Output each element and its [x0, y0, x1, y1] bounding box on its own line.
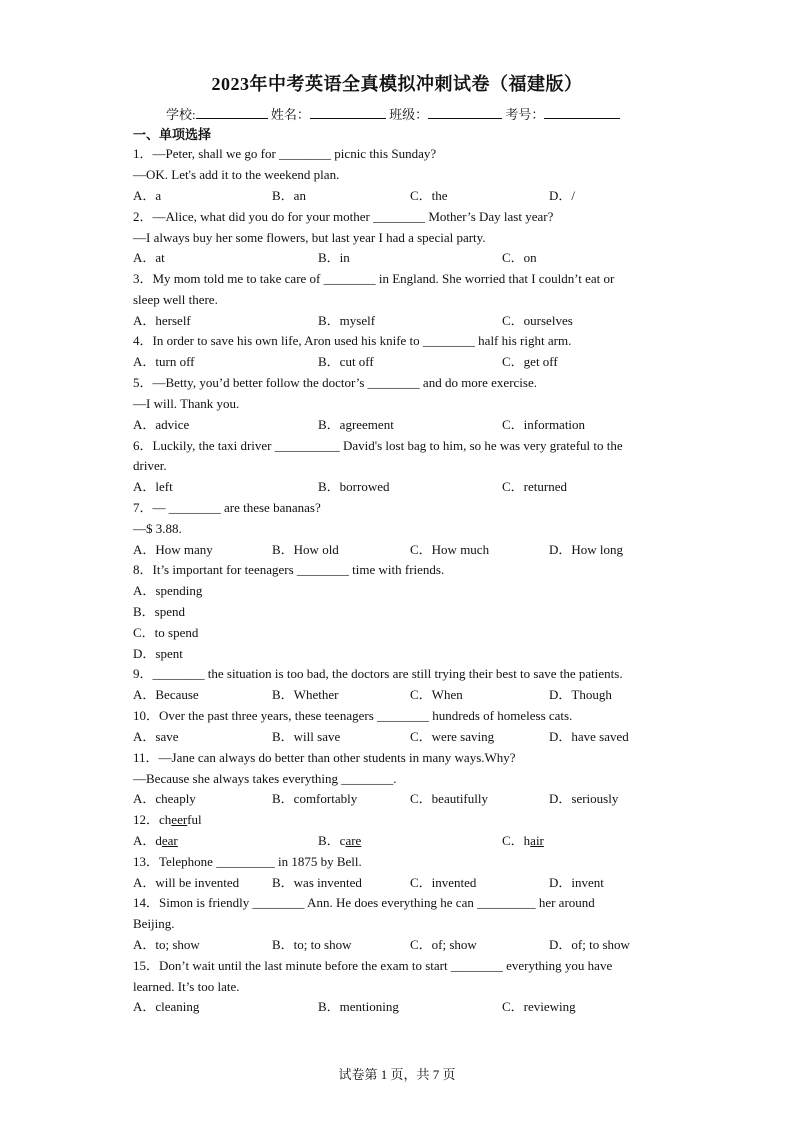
q13-option-c[interactable]: C．invented	[410, 875, 477, 890]
q6-option-b[interactable]: B．borrowed	[318, 479, 390, 494]
q7-option-c[interactable]: C．How much	[410, 542, 490, 557]
question-12-stem	[133, 812, 202, 828]
question-15-stem: 15．Don’t wait until the last minute before the exam to start ________ everything you have	[133, 958, 613, 973]
student-info-row	[166, 104, 620, 123]
q6-option-a[interactable]: A．left	[133, 479, 173, 494]
question-2-stem: 2．—Alice, what did you do for your mother ________ Mother’s Day last year?	[133, 209, 554, 224]
q1-option-d[interactable]: D．/	[549, 188, 576, 203]
q2-option-b[interactable]: B．in	[318, 250, 350, 265]
name-field[interactable]	[310, 105, 386, 119]
question-6-stem: 6．Luckily, the taxi driver __________ David's lost bag to him, so he was very grateful to the	[133, 438, 623, 453]
question-14-stem-cont: Beijing.	[133, 916, 175, 931]
q14-option-c[interactable]: C．of; show	[410, 937, 477, 952]
q3-option-c[interactable]: C．ourselves	[502, 313, 573, 328]
q12-word-pre: ch	[159, 812, 172, 827]
q12-number: 12．	[133, 812, 160, 827]
q4-option-c[interactable]: C．get off	[502, 354, 558, 369]
question-5-dialogue: —I will. Thank you.	[133, 396, 240, 411]
q13-option-b[interactable]: B．was invented	[272, 875, 362, 890]
q8-option-d[interactable]: D．spent	[133, 646, 183, 661]
q7-option-d[interactable]: D．How long	[549, 542, 624, 557]
q15-option-a[interactable]: A．cleaning	[133, 999, 200, 1014]
q6-option-c[interactable]: C．returned	[502, 479, 567, 494]
q12-option-a-pre: A．d	[133, 833, 162, 848]
question-3-stem-cont: sleep well there.	[133, 292, 218, 307]
q12-option-c-underlined: air	[530, 833, 544, 848]
question-7-dialogue: —$ 3.88.	[133, 521, 182, 536]
question-2-dialogue: —I always buy her some flowers, but last year I had a special party.	[133, 230, 486, 245]
question-7-stem: 7．— ________ are these bananas?	[133, 500, 321, 515]
q12-option-a[interactable]	[133, 833, 310, 849]
q15-option-c[interactable]: C．reviewing	[502, 999, 576, 1014]
page-footer: 试卷第 1 页，共 7 页	[338, 1067, 456, 1082]
q5-option-c[interactable]: C．information	[502, 417, 586, 432]
number-field[interactable]	[544, 105, 620, 119]
question-5-stem: 5．—Betty, you’d better follow the doctor’s ________ and do more exercise.	[133, 375, 537, 390]
q5-option-a[interactable]: A．advice	[133, 417, 190, 432]
q4-option-b[interactable]: B．cut off	[318, 354, 374, 369]
q8-option-c[interactable]: C．to spend	[133, 625, 199, 640]
q11-option-a[interactable]: A．cheaply	[133, 791, 196, 806]
number-label: 考号：	[505, 107, 545, 122]
q10-option-c[interactable]: C．were saving	[410, 729, 495, 744]
question-11-stem: 11．—Jane can always do better than other students in many ways.Why?	[133, 750, 516, 765]
q7-option-b[interactable]: B．How old	[272, 542, 339, 557]
page-title: 2023年中考英语全真模拟冲刺试卷（福建版）	[211, 74, 583, 94]
q12-option-a-underlined: ear	[161, 833, 178, 848]
q2-option-c[interactable]: C．on	[502, 250, 537, 265]
q5-option-b[interactable]: B．agreement	[318, 417, 394, 432]
q12-option-b-pre: B．c	[318, 833, 346, 848]
q2-option-a[interactable]: A．at	[133, 250, 165, 265]
question-14-stem: 14．Simon is friendly ________ Ann. He does everything he can _________ her around	[133, 895, 595, 910]
q14-option-d[interactable]: D．of; to show	[549, 937, 630, 952]
q1-option-c[interactable]: C．the	[410, 188, 448, 203]
q8-option-a[interactable]: A．spending	[133, 583, 203, 598]
q11-option-b[interactable]: B．comfortably	[272, 791, 358, 806]
q12-word-post: ful	[187, 812, 202, 827]
q12-option-c[interactable]	[502, 833, 544, 849]
q14-option-a[interactable]: A．to; show	[133, 937, 200, 952]
q8-option-b[interactable]: B．spend	[133, 604, 186, 619]
school-label: 学校:	[166, 107, 196, 122]
q9-option-a[interactable]: A．Because	[133, 687, 199, 702]
q12-option-c-pre: C．h	[502, 833, 531, 848]
question-9-stem: 9．________ the situation is too bad, the doctors are still trying their best to save the patients.	[133, 666, 623, 681]
q10-option-d[interactable]: D．have saved	[549, 729, 629, 744]
q13-option-d[interactable]: D．invent	[549, 875, 604, 890]
q3-option-b[interactable]: B．myself	[318, 313, 376, 328]
q1-option-b[interactable]: B．an	[272, 188, 306, 203]
question-15-stem-cont: learned. It’s too late.	[133, 979, 240, 994]
q11-option-d[interactable]: D．seriously	[549, 791, 619, 806]
q13-option-a[interactable]: A．will be invented	[133, 875, 240, 890]
q12-word-underlined: eer	[171, 812, 188, 827]
q14-option-b[interactable]: B．to; to show	[272, 937, 352, 952]
question-4-stem: 4．In order to save his own life, Aron used his knife to ________ half his right arm.	[133, 333, 572, 348]
q4-option-a[interactable]: A．turn off	[133, 354, 195, 369]
q15-option-b[interactable]: B．mentioning	[318, 999, 399, 1014]
q9-option-b[interactable]: B．Whether	[272, 687, 339, 702]
q1-option-a[interactable]: A．a	[133, 188, 162, 203]
question-11-dialogue: —Because she always takes everything ________.	[133, 771, 397, 786]
question-1-dialogue: —OK. Let's add it to the weekend plan.	[133, 167, 340, 182]
question-3-stem: 3．My mom told me to take care of ________ in England. She worried that I couldn’t eat or	[133, 271, 615, 286]
q9-option-d[interactable]: D．Though	[549, 687, 612, 702]
q10-option-a[interactable]: A．save	[133, 729, 179, 744]
q9-option-c[interactable]: C．When	[410, 687, 463, 702]
q10-option-b[interactable]: B．will save	[272, 729, 341, 744]
question-8-stem: 8．It’s important for teenagers ________ time with friends.	[133, 562, 445, 577]
class-label: 班级：	[389, 107, 429, 122]
q12-option-b[interactable]	[318, 833, 513, 849]
name-label: 姓名：	[270, 107, 310, 122]
question-10-stem: 10．Over the past three years, these teenagers ________ hundreds of homeless cats.	[133, 708, 573, 723]
q12-option-b-underlined: are	[345, 833, 362, 848]
class-field[interactable]	[428, 105, 502, 119]
question-6-stem-cont: driver.	[133, 458, 167, 473]
q3-option-a[interactable]: A．herself	[133, 313, 191, 328]
school-field[interactable]	[196, 105, 268, 119]
section-heading: 一、单项选择	[133, 127, 212, 142]
question-1-stem: 1．—Peter, shall we go for ________ picnic this Sunday?	[133, 146, 437, 161]
q7-option-a[interactable]: A．How many	[133, 542, 213, 557]
q11-option-c[interactable]: C．beautifully	[410, 791, 488, 806]
question-13-stem: 13．Telephone _________ in 1875 by Bell.	[133, 854, 362, 869]
